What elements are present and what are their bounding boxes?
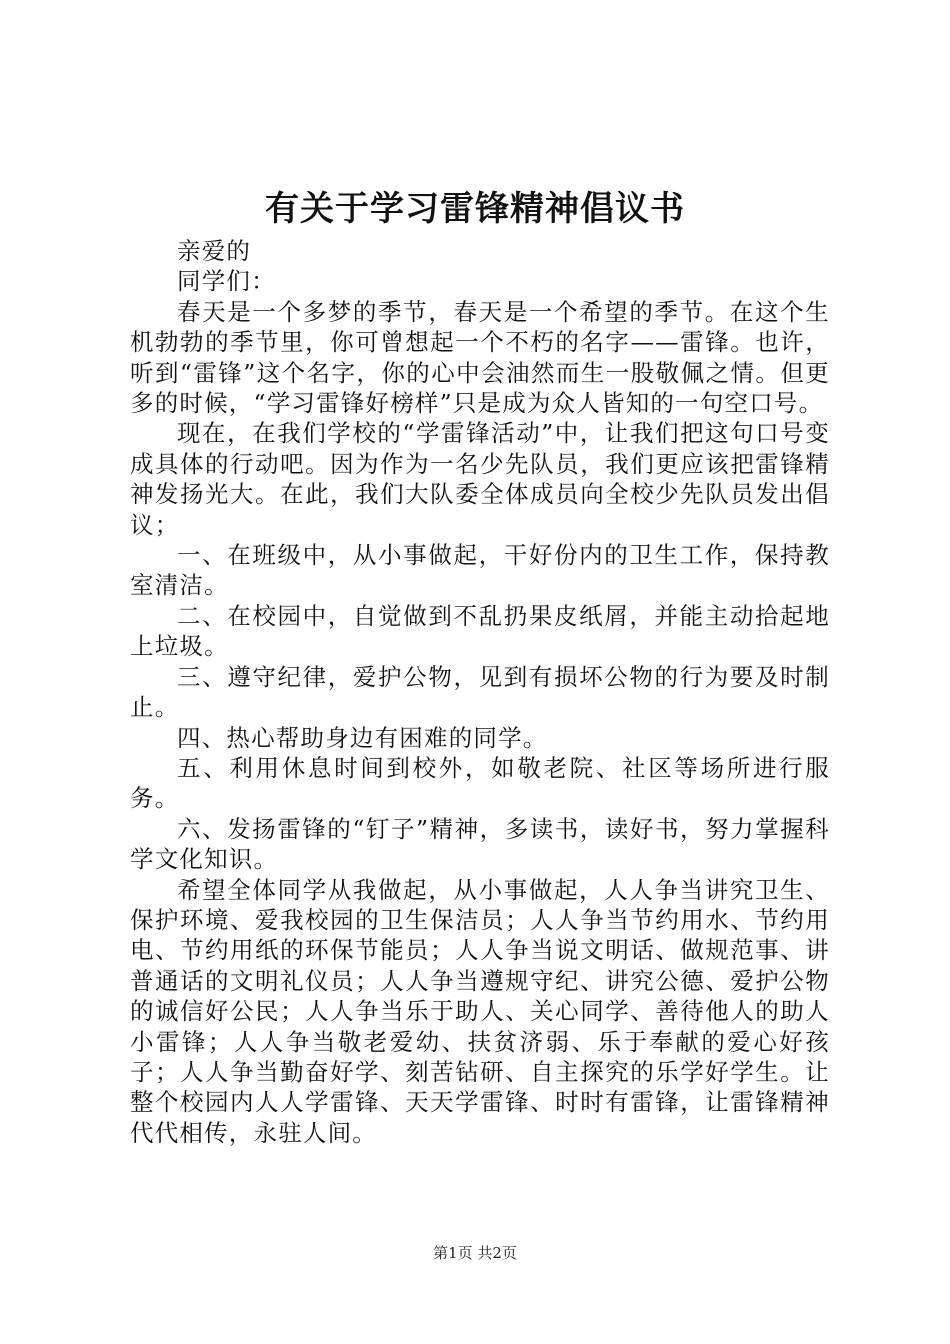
paragraph-closing: 希望全体同学从我做起，从小事做起，人人争当讲究卫生、保护环境、爱我校园的卫生保洁员；人人争当节约用水、节约用电、节约用纸的环保节能员；人人争当说文明话、做规范事、讲普通话的文明礼仪员；人人争当遵规守纪、讲究公德、爱护公物的诚信好公民；人人争当乐于助人、关心同学、善待他人的助人小雷锋；人人争当敬老爱幼、扶贫济弱、乐于奉献的爱心好孩子；人人争当勤奋好学、刻苦钻研、自主探究的乐学好学生。让整个校园内人人学雷锋、天天学雷锋、时时有雷锋，让雷锋精神代代相传，永驻人间。 <box>130 875 830 1147</box>
paragraph-proposal: 现在，在我们学校的“学雷锋活动”中，让我们把这句口号变成具体的行动吧。因为作为一名少先队员，我们更应该把雷锋精神发扬光大。在此，我们大队委全体成员向全校少先队员发出倡议； <box>130 419 830 539</box>
proposal-item-3: 三、遵守纪律，爱护公物，见到有损坏公物的行为要及时制止。 <box>130 662 830 722</box>
document-title: 有关于学习雷锋精神倡议书 <box>265 189 685 229</box>
document-body <box>130 236 830 1148</box>
proposal-item-1: 一、在班级中，从小事做起，干好份内的卫生工作，保持教室清洁。 <box>130 541 830 600</box>
proposal-item-6: 六、发扬雷锋的“钉子”精神，多读书，读好书，努力掌握科学文化知识。 <box>130 814 830 874</box>
page-indicator: 第1页 共2页 <box>433 1244 517 1262</box>
greeting-line-2: 同学们： <box>177 267 276 296</box>
proposal-item-2: 二、在校园中，自觉做到不乱扔果皮纸屑，并能主动拾起地上垃圾。 <box>130 601 830 661</box>
paragraph-intro: 春天是一个多梦的季节，春天是一个希望的季节。在这个生机勃勃的季节里，你可曾想起一个不朽的名字——雷锋。也许，听到“雷锋”这个名字，你的心中会油然而生一股敬佩之情。但更多的时候，“学习雷锋好榜样”只是成为众人皆知的一句空口号。 <box>130 297 830 418</box>
greeting-line-1: 亲爱的 <box>177 237 252 265</box>
proposal-item-5: 五、利用休息时间到校外，如敬老院、社区等场所进行服务。 <box>130 753 830 813</box>
proposal-item-4: 四、热心帮助身边有困难的同学。 <box>177 723 548 752</box>
